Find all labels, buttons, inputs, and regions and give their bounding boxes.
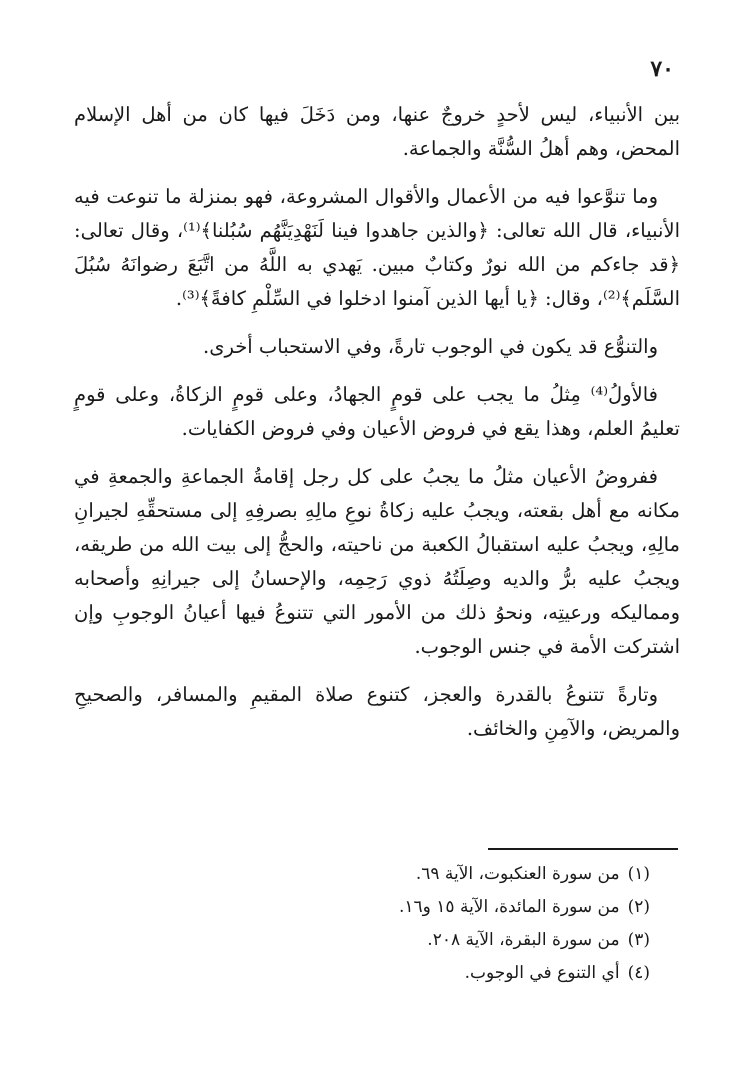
footnote-number: (٢) <box>627 897 650 917</box>
footnote-number: (٤) <box>627 963 650 983</box>
footnote <box>200 891 650 924</box>
footnote-text: من سورة العنكبوت، الآية ٦٩. <box>415 864 620 884</box>
footnote-number: (١) <box>627 864 650 884</box>
paragraph: فالأولُ⁽⁴⁾ مِثلُ ما يجب على قومٍ الجهادُ، وعلى قومٍ الزكاةُ، وعلى قومٍ تعليمُ العلم، وهذا يقع في فروض الأعيان وفي فروض الكفايات. <box>74 383 680 440</box>
footnote <box>200 957 650 990</box>
page-number: ٧٠ <box>650 56 674 82</box>
main-text <box>74 98 680 760</box>
footnote <box>200 924 650 957</box>
paragraph: وتارةً تتنوعُ بالقدرة والعجز، كتنوع صلاة المقيمِ والمسافر، والصحيحِ والمريض، والآمِنِ والخائف. <box>74 683 680 740</box>
footnote-number: (٣) <box>627 930 650 950</box>
footnote-separator <box>488 848 678 850</box>
footnotes <box>200 858 650 990</box>
paragraph: والتنوُّع قد يكون في الوجوب تارةً، وفي الاستحباب أخرى. <box>203 335 658 358</box>
footnote-text: من سورة المائدة، الآية ١٥ و١٦. <box>398 897 620 917</box>
footnote-text: من سورة البقرة، الآية ٢٠٨. <box>427 930 620 950</box>
paragraph: ففروضُ الأعيان مثلُ ما يجبُ على كل رجل إقامةُ الجماعةِ والجمعةِ في مكانه مع أهل بقعته، ويجبُ عليه زكاةُ نوعِ مالِهِ بصرفِهِ إلى مستحقِّهِ لجيرانِ مالِهِ، ويجبُ عليه استقبالُ الكعبة من ناحيته، والحجُّ إلى بيت الله من طريقه، ويجبُ عليه برُّ والديه وصِلَتُهُ ذوي رَحِمِه، والإحسانُ إلى جيرانِهِ وأصحابه ومماليكه ورعيتِه، ونحوُ ذلك من الأمور التي تتنوعُ فيها أعيانُ الوجوبِ وإن اشتركت الأمة في جنس الوجوب. <box>74 465 680 658</box>
footnote-text: أي التنوع في الوجوب. <box>464 963 620 983</box>
footnote <box>200 858 650 891</box>
paragraph: وما تنوَّعوا فيه من الأعمال والأقوال المشروعة، فهو بمنزلة ما تنوعت فيه الأنبياء، قال الله تعالى: ﴿والذين جاهدوا فينا لَنَهْدِيَنَّهُم سُبُلنا﴾⁽¹⁾، وقال تعالى: ﴿قد جاءكم من الله نورٌ وكتابٌ مبين. يَهدي به اللَّهُ من اتَّبَعَ رضوانَهُ سُبُلَ السَّلَم﴾⁽²⁾، وقال: ﴿يا أيها الذين آمنوا ادخلوا في السِّلْمِ كافةً﴾⁽³⁾. <box>74 185 680 310</box>
paragraph: بين الأنبياء، ليس لأحدٍ خروجٌ عنها، ومن دَخَلَ فيها كان من أهل الإسلام المحض، وهم أهلُ السُّنَّة والجماعة. <box>74 103 680 160</box>
